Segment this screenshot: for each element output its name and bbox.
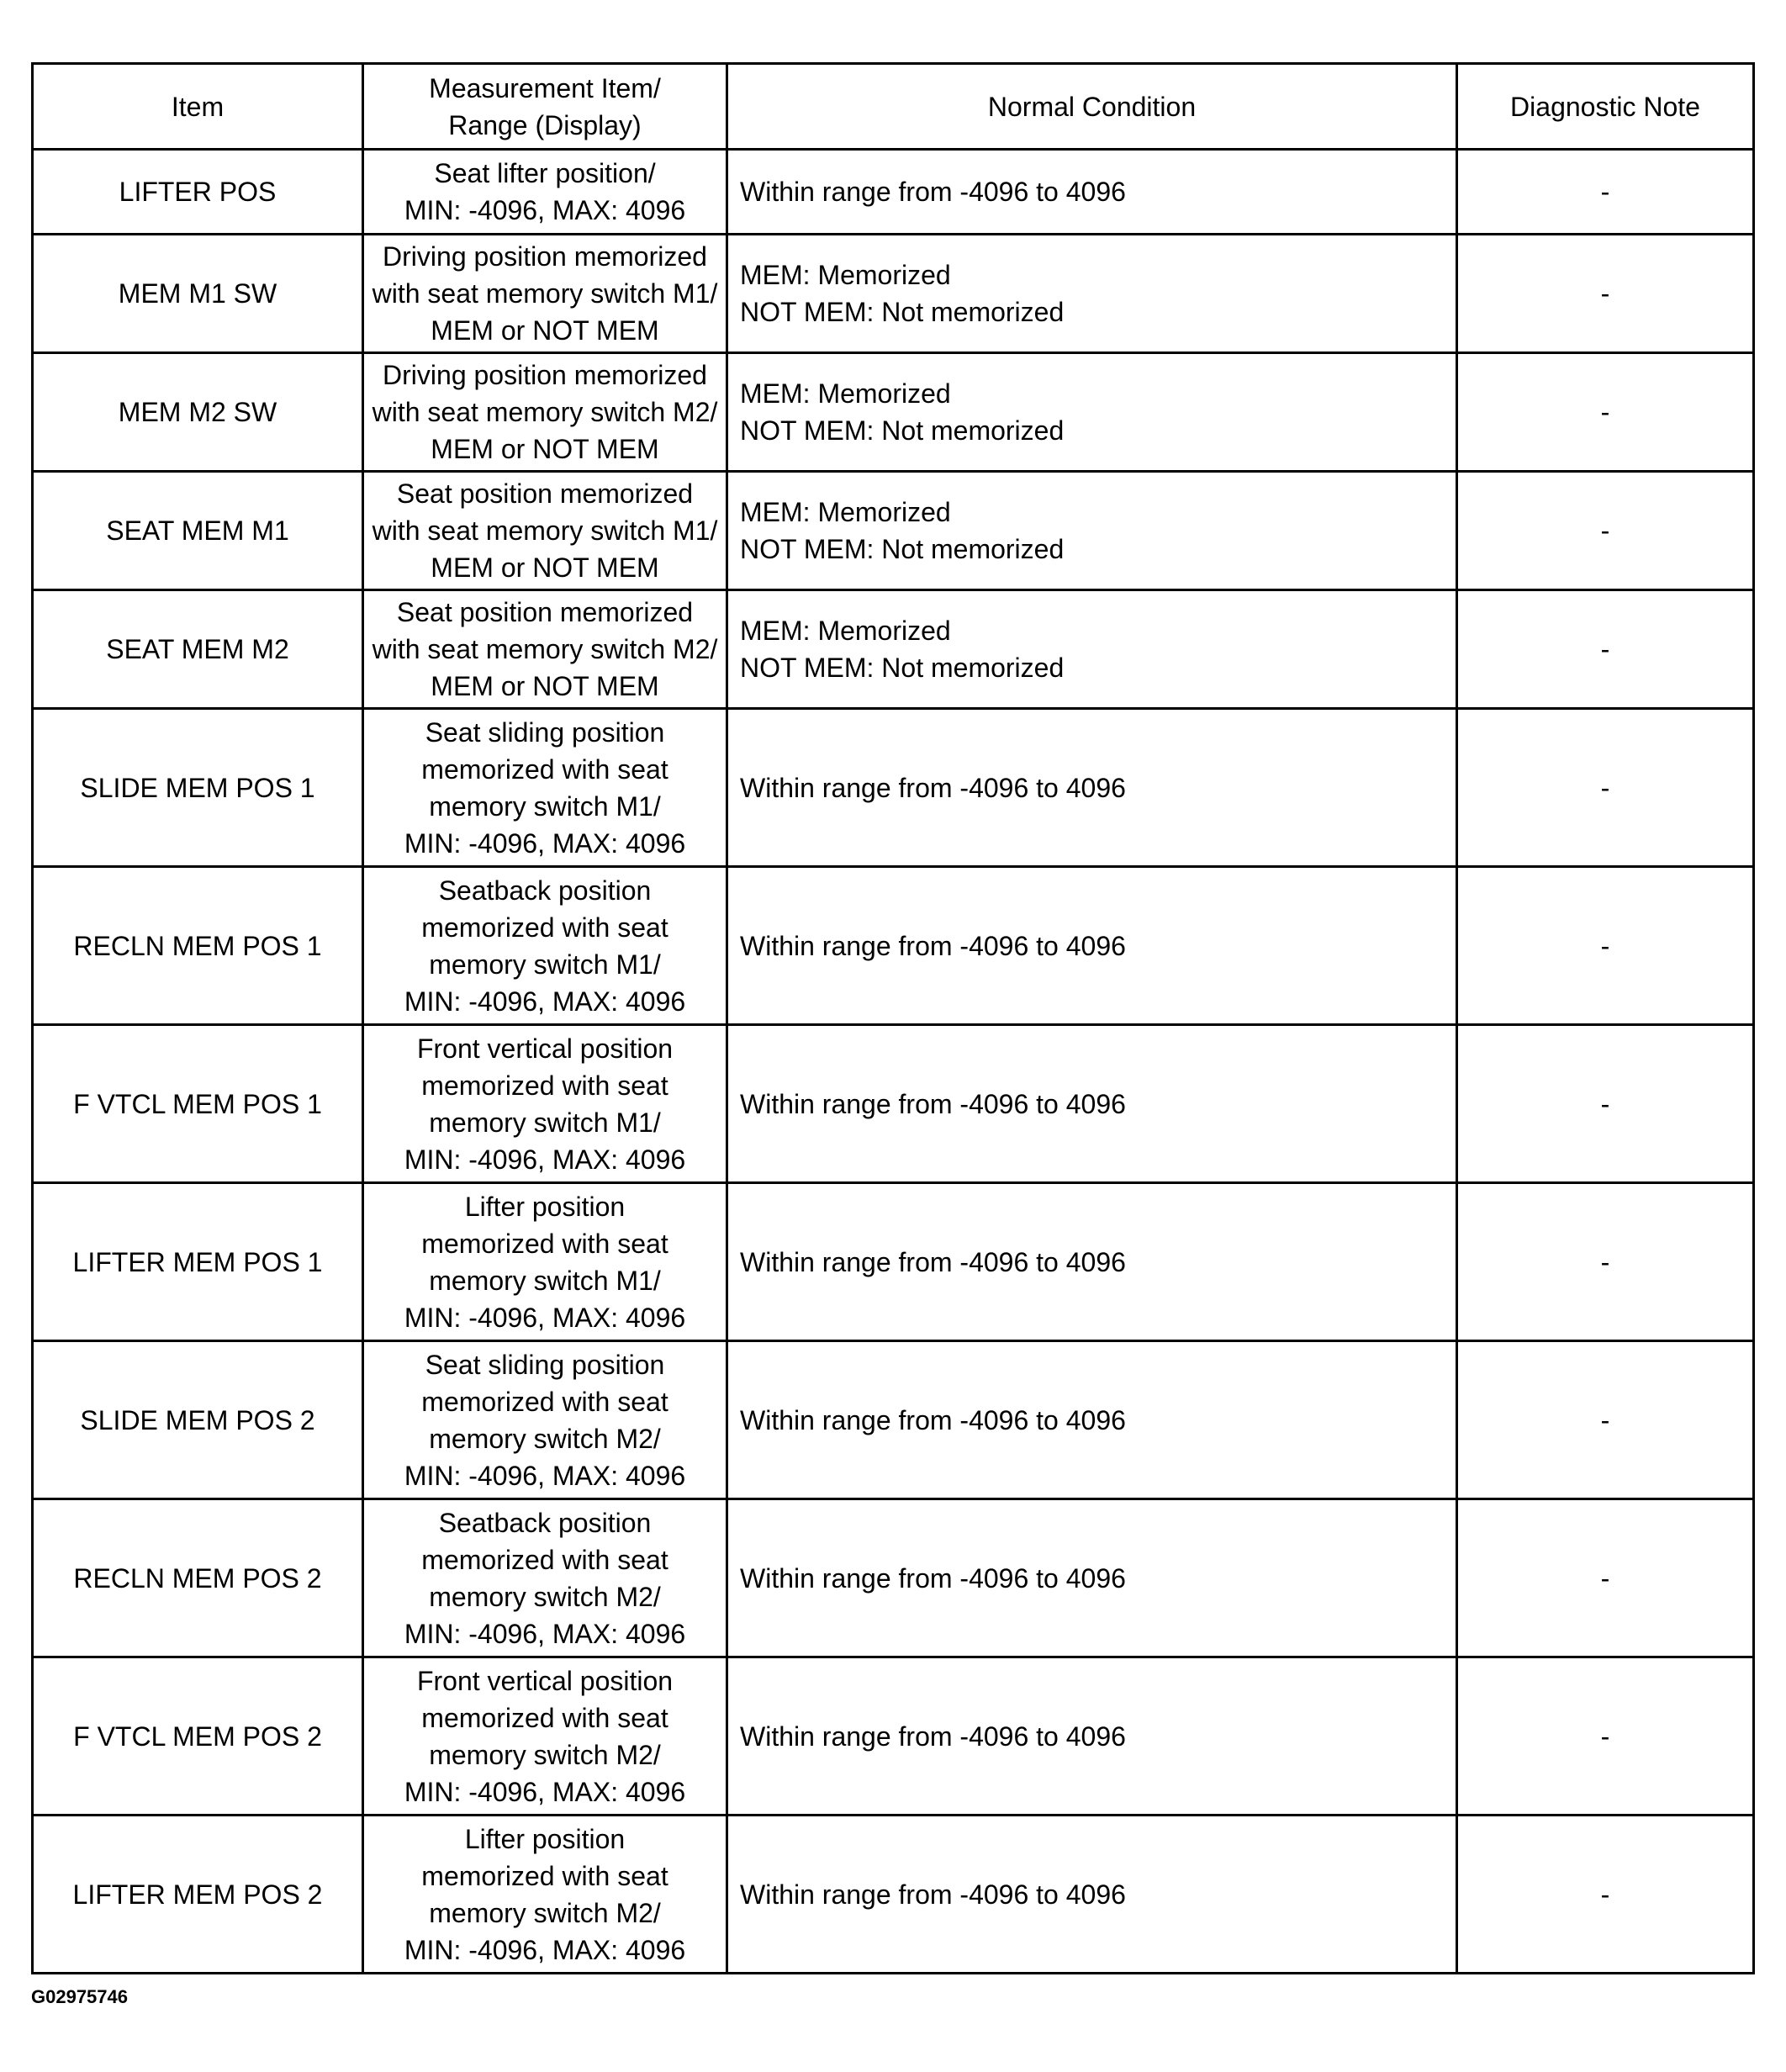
cell-measurement-line: MIN: -4096, MAX: 4096 <box>404 1776 686 1807</box>
cell-measurement-line: memory switch M2/ <box>429 1739 661 1770</box>
cell-note: - <box>1457 235 1754 353</box>
cell-measurement <box>363 235 727 353</box>
cell-condition-line: MEM: Memorized <box>740 260 951 290</box>
cell-condition-line: Within range from -4096 to 4096 <box>740 1879 1126 1910</box>
cell-measurement-line: memory switch M1/ <box>429 1107 661 1138</box>
cell-measurement <box>363 150 727 235</box>
cell-condition-line: Within range from -4096 to 4096 <box>740 930 1126 961</box>
header-condition: Normal Condition <box>727 64 1457 150</box>
cell-measurement <box>363 1816 727 1974</box>
cell-item: SLIDE MEM POS 1 <box>33 709 363 867</box>
cell-measurement-line: MIN: -4096, MAX: 4096 <box>404 986 686 1017</box>
cell-condition <box>727 1499 1457 1657</box>
cell-measurement <box>363 590 727 709</box>
cell-measurement-line: Seatback position <box>438 1507 652 1538</box>
header-measurement <box>363 64 727 150</box>
cell-condition-line: Within range from -4096 to 4096 <box>740 1404 1126 1435</box>
cell-item: RECLN MEM POS 1 <box>33 867 363 1025</box>
table-row <box>33 867 1754 1025</box>
cell-condition-line: Within range from -4096 to 4096 <box>740 772 1126 803</box>
cell-condition-line: MEM: Memorized <box>740 616 951 646</box>
cell-measurement-line: MIN: -4096, MAX: 4096 <box>404 1144 686 1175</box>
cell-measurement <box>363 709 727 867</box>
cell-condition-line: NOT MEM: Not memorized <box>740 297 1065 327</box>
header-measurement-line: Range (Display) <box>448 109 642 140</box>
cell-condition-line: MEM: Memorized <box>740 378 951 409</box>
cell-note: - <box>1457 867 1754 1025</box>
cell-measurement-line: with seat memory switch M1/ <box>372 278 718 309</box>
cell-condition <box>727 1183 1457 1341</box>
cell-measurement-line: MIN: -4096, MAX: 4096 <box>404 827 686 859</box>
cell-measurement-line: MEM or NOT MEM <box>431 434 659 464</box>
cell-condition-line: Within range from -4096 to 4096 <box>740 177 1126 207</box>
header-item: Item <box>33 64 363 150</box>
cell-note: - <box>1457 150 1754 235</box>
cell-measurement-line: memory switch M1/ <box>429 1265 661 1296</box>
cell-measurement-line: memorized with seat <box>421 753 668 785</box>
cell-condition <box>727 590 1457 709</box>
table-row <box>33 1657 1754 1816</box>
table-row <box>33 1025 1754 1183</box>
cell-condition <box>727 472 1457 590</box>
cell-measurement-line: Seat position memorized <box>396 478 694 509</box>
cell-measurement-line: memorized with seat <box>421 1544 668 1575</box>
cell-measurement-line: MIN: -4096, MAX: 4096 <box>404 1460 686 1491</box>
cell-measurement-line: Seat lifter position/ <box>434 158 656 188</box>
cell-measurement-line: Driving position memorized <box>383 241 707 272</box>
cell-measurement <box>363 867 727 1025</box>
header-note: Diagnostic Note <box>1457 64 1754 150</box>
cell-note: - <box>1457 1499 1754 1657</box>
cell-item: F VTCL MEM POS 1 <box>33 1025 363 1183</box>
cell-measurement-line: memorized with seat <box>421 1702 668 1733</box>
cell-condition <box>727 1025 1457 1183</box>
figure-id: G02975746 <box>31 1986 128 2007</box>
table-row <box>33 353 1754 472</box>
cell-measurement-line: memory switch M2/ <box>429 1581 661 1612</box>
cell-measurement <box>363 1499 727 1657</box>
cell-item: LIFTER MEM POS 2 <box>33 1816 363 1974</box>
table-row <box>33 709 1754 867</box>
cell-condition <box>727 353 1457 472</box>
cell-measurement-line: with seat memory switch M2/ <box>372 397 718 427</box>
cell-item: F VTCL MEM POS 2 <box>33 1657 363 1816</box>
cell-measurement-line: with seat memory switch M1/ <box>372 515 718 546</box>
cell-measurement-line: MEM or NOT MEM <box>431 552 659 583</box>
cell-measurement-line: MEM or NOT MEM <box>431 315 659 346</box>
cell-note: - <box>1457 1657 1754 1816</box>
cell-measurement-line: Seat sliding position <box>425 1349 665 1380</box>
data-list-table <box>31 62 1755 1974</box>
table-row <box>33 235 1754 353</box>
cell-note: - <box>1457 1816 1754 1974</box>
cell-condition-line: MEM: Memorized <box>740 497 951 527</box>
cell-measurement-line: Front vertical position <box>416 1665 674 1696</box>
cell-note: - <box>1457 353 1754 472</box>
table-row <box>33 472 1754 590</box>
table-row <box>33 1816 1754 1974</box>
cell-measurement-line: memorized with seat <box>421 1386 668 1417</box>
cell-item: SEAT MEM M1 <box>33 472 363 590</box>
cell-measurement-line: Seat position memorized <box>396 597 694 627</box>
cell-measurement-line: memorized with seat <box>421 1228 668 1259</box>
cell-note: - <box>1457 472 1754 590</box>
cell-measurement-line: memorized with seat <box>421 912 668 943</box>
cell-note: - <box>1457 1183 1754 1341</box>
table-row <box>33 1499 1754 1657</box>
cell-measurement-line: Lifter position <box>464 1191 626 1222</box>
cell-measurement-line: Front vertical position <box>416 1033 674 1064</box>
header-measurement-line: Measurement Item/ <box>429 72 661 103</box>
table-row <box>33 1183 1754 1341</box>
cell-measurement <box>363 1657 727 1816</box>
cell-condition <box>727 867 1457 1025</box>
cell-condition <box>727 150 1457 235</box>
cell-note: - <box>1457 1341 1754 1499</box>
cell-measurement-line: with seat memory switch M2/ <box>372 634 718 664</box>
cell-condition <box>727 709 1457 867</box>
cell-item: RECLN MEM POS 2 <box>33 1499 363 1657</box>
cell-condition <box>727 235 1457 353</box>
cell-item: MEM M1 SW <box>33 235 363 353</box>
cell-condition-line: Within range from -4096 to 4096 <box>740 1562 1126 1594</box>
cell-condition-line: NOT MEM: Not memorized <box>740 534 1065 564</box>
cell-item: LIFTER POS <box>33 150 363 235</box>
cell-measurement-line: MIN: -4096, MAX: 4096 <box>404 1618 686 1649</box>
cell-item: LIFTER MEM POS 1 <box>33 1183 363 1341</box>
cell-condition <box>727 1657 1457 1816</box>
table-header-row <box>33 64 1754 150</box>
cell-measurement-line: MIN: -4096, MAX: 4096 <box>404 1302 686 1333</box>
cell-measurement-line: MEM or NOT MEM <box>431 671 659 701</box>
table-body <box>33 150 1754 1974</box>
cell-measurement-line: memorized with seat <box>421 1860 668 1891</box>
cell-measurement-line: MIN: -4096, MAX: 4096 <box>404 195 686 225</box>
cell-condition-line: NOT MEM: Not memorized <box>740 415 1065 446</box>
cell-measurement-line: memory switch M1/ <box>429 949 661 980</box>
cell-condition-line: NOT MEM: Not memorized <box>740 653 1065 683</box>
cell-condition <box>727 1341 1457 1499</box>
cell-note: - <box>1457 1025 1754 1183</box>
table-row <box>33 590 1754 709</box>
cell-measurement-line: memorized with seat <box>421 1070 668 1101</box>
cell-item: SLIDE MEM POS 2 <box>33 1341 363 1499</box>
table-row <box>33 150 1754 235</box>
cell-condition-line: Within range from -4096 to 4096 <box>740 1720 1126 1752</box>
cell-note: - <box>1457 590 1754 709</box>
cell-measurement-line: memory switch M1/ <box>429 790 661 822</box>
cell-measurement <box>363 1341 727 1499</box>
cell-note: - <box>1457 709 1754 867</box>
cell-condition-line: Within range from -4096 to 4096 <box>740 1246 1126 1277</box>
table-row <box>33 1341 1754 1499</box>
cell-item: SEAT MEM M2 <box>33 590 363 709</box>
cell-measurement <box>363 1183 727 1341</box>
cell-measurement-line: MIN: -4096, MAX: 4096 <box>404 1934 686 1965</box>
cell-measurement-line: Seat sliding position <box>425 716 665 748</box>
cell-condition <box>727 1816 1457 1974</box>
cell-measurement <box>363 353 727 472</box>
cell-measurement <box>363 472 727 590</box>
cell-measurement-line: Lifter position <box>464 1823 626 1854</box>
cell-measurement-line: Driving position memorized <box>383 360 707 390</box>
cell-condition-line: Within range from -4096 to 4096 <box>740 1088 1126 1119</box>
cell-measurement-line: Seatback position <box>438 875 652 906</box>
cell-item: MEM M2 SW <box>33 353 363 472</box>
cell-measurement-line: memory switch M2/ <box>429 1897 661 1928</box>
cell-measurement <box>363 1025 727 1183</box>
cell-measurement-line: memory switch M2/ <box>429 1423 661 1454</box>
